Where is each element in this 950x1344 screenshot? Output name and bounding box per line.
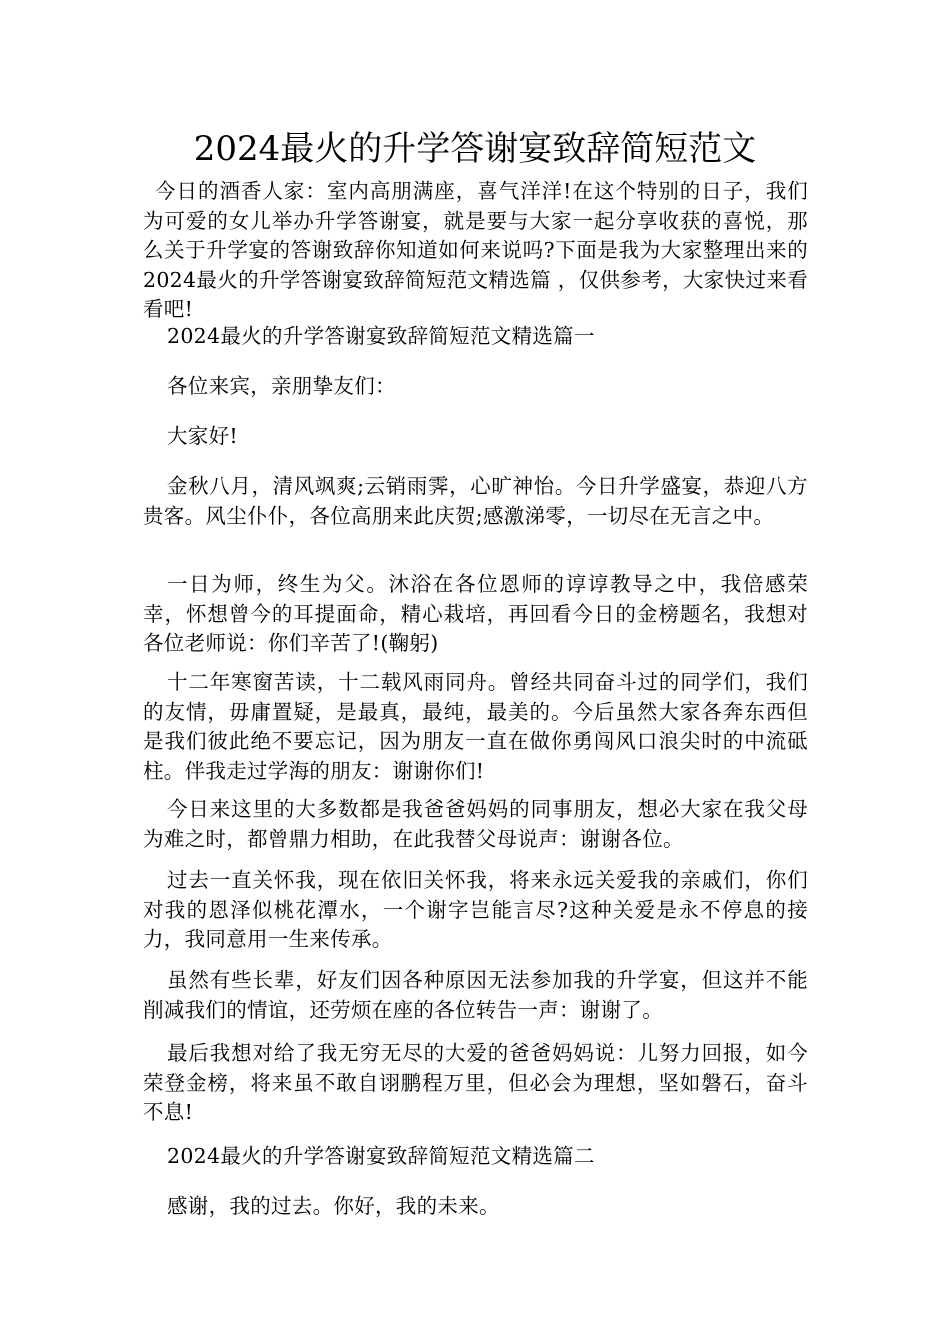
document-title: 2024最火的升学答谢宴致辞简短范文 xyxy=(193,129,757,169)
body-paragraph: 十二年寒窗苦读，十二载风雨同舟。曾经共同奋斗过的同学们，我们的友情，毋庸置疑，是最真，最纯，最美的。今后虽然大家各奔东西但是我们彼此绝不要忘记，因为朋友一直在做你勇闯风口浪尖时的中流砥柱。伴我走过学海的朋友：谢谢你们! xyxy=(143,670,808,783)
body-paragraph: 一日为师，终生为父。沐浴在各位恩师的谆谆教导之中，我倍感荣幸，怀想曾今的耳提面命，精心栽培，再回看今日的金榜题名，我想对各位老师说：你们辛苦了!(鞠躬) xyxy=(143,572,808,655)
section-heading-2: 2024最火的升学答谢宴致辞简短范文精选篇二 xyxy=(167,1144,595,1168)
body-paragraph: 金秋八月，清风飒爽;云销雨霁，心旷神怡。今日升学盛宴，恭迎八方贵客。风尘仆仆，各位高朋来此庆贺;感激涕零，一切尽在无言之中。 xyxy=(143,474,808,528)
body-paragraph: 感谢，我的过去。你好，我的未来。 xyxy=(167,1194,500,1218)
greeting: 大家好! xyxy=(167,424,238,448)
salutation: 各位来宾，亲朋挚友们： xyxy=(167,374,396,398)
body-paragraph: 今日来这里的大多数都是我爸爸妈妈的同事朋友，想必大家在我父母为难之时，都曾鼎力相助，在此我替父母说声：谢谢各位。 xyxy=(143,797,808,851)
section-heading-1: 2024最火的升学答谢宴致辞简短范文精选篇一 xyxy=(167,324,595,348)
body-paragraph: 虽然有些长辈，好友们因各种原因无法参加我的升学宴，但这并不能削减我们的情谊，还劳烦在座的各位转告一声：谢谢了。 xyxy=(143,968,808,1022)
body-paragraph: 过去一直关怀我，现在依旧关怀我，将来永远关爱我的亲戚们，你们对我的恩泽似桃花潭水，一个谢字岂能言尽?这种关爱是永不停息的接力，我同意用一生来传承。 xyxy=(143,868,808,951)
body-paragraph: 最后我想对给了我无穷无尽的大爱的爸爸妈妈说：儿努力回报，如今荣登金榜，将来虽不敢自诩鹏程万里，但必会为理想，坚如磐石，奋斗不息! xyxy=(143,1041,808,1124)
intro-paragraph: 今日的酒香人家：室内高朋满座，喜气洋洋!在这个特别的日子，我们为可爱的女儿举办升学答谢宴，就是要与大家一起分享收获的喜悦，那么关于升学宴的答谢致辞你知道如何来说吗?下面是我为大家整理出来的2024最火的升学答谢宴致辞简短范文精选篇 ，仅供参考，大家快过来看看吧! xyxy=(143,179,808,321)
